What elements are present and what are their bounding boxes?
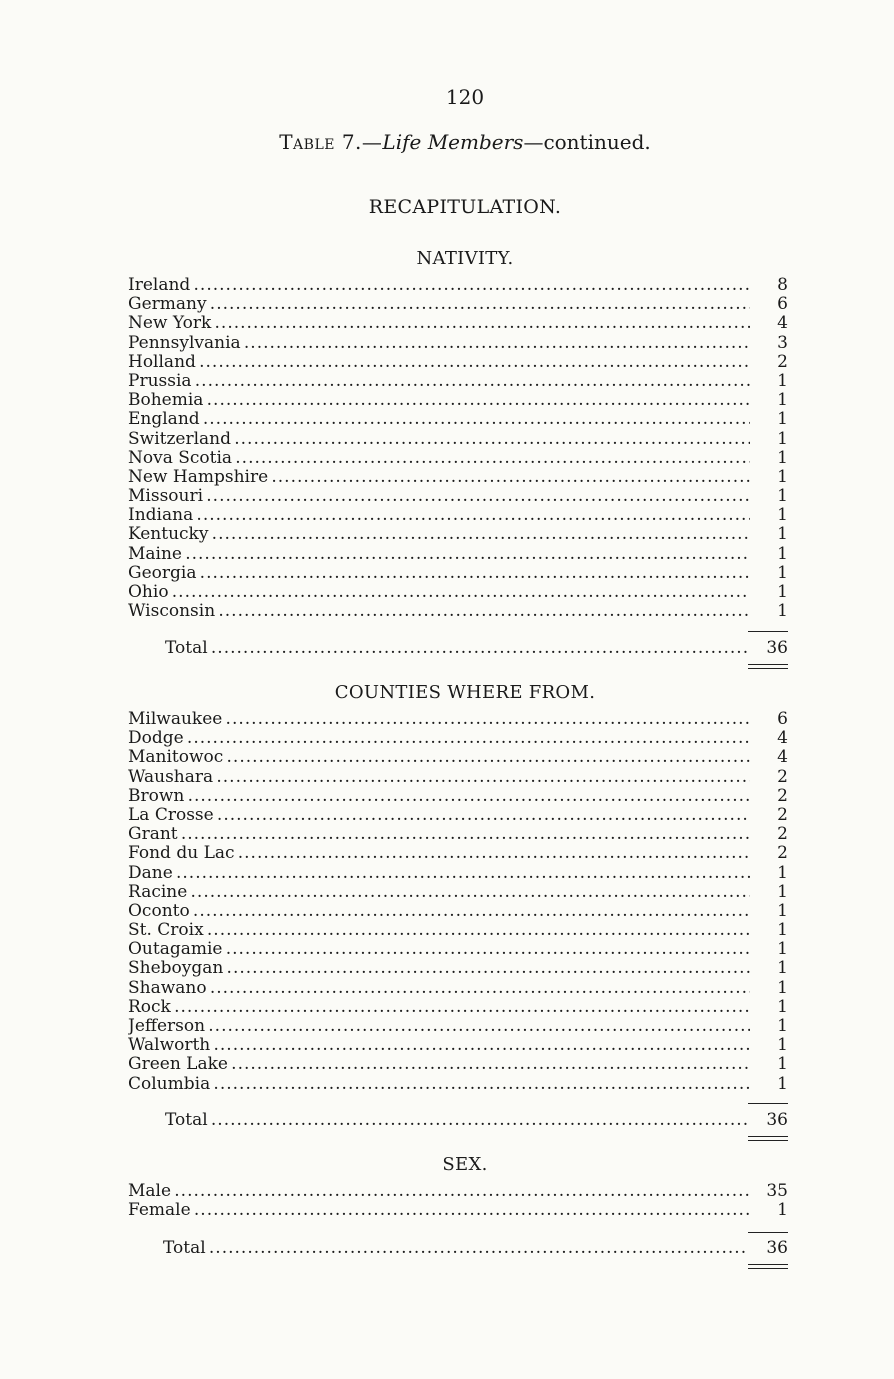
row-label: Ireland . . . [128,276,750,295]
row-label: Indiana . . . [128,506,750,525]
counties-total-row [165,1110,794,1130]
counties-total-rule [748,1103,788,1104]
table-row [128,525,794,544]
sex-total-label: Total . . . [163,1238,748,1258]
row-value: 1 [777,562,788,583]
row-value: 1 [777,505,788,526]
table-row [128,844,794,863]
sex-total-row [163,1238,794,1258]
row-label: Bohemia . . . [128,391,750,410]
table-title-suffix: —continued. [523,130,651,154]
row-label: Ohio . . . [128,583,750,602]
row-label: Wisconsin . . . [128,602,750,621]
row-value: 1 [777,390,788,411]
row-value: 1 [777,958,788,979]
nativity-heading: NATIVITY. [416,248,514,269]
row-value: 4 [777,313,788,334]
row-value: 1 [777,524,788,545]
nativity-list [128,276,794,621]
row-label: Jefferson . . . [128,1017,750,1036]
table-row [128,468,794,487]
row-label: Georgia . . . [128,564,750,583]
row-label: Male . . . [128,1182,750,1201]
table-row [128,583,794,602]
nativity-total-row [165,638,794,658]
table-row [128,545,794,564]
row-label: Germany . . . [128,295,750,314]
table-row [128,959,794,978]
row-value: 1 [777,370,788,391]
row-label: Outagamie . . . [128,940,750,959]
row-label: Columbia . . . [128,1075,750,1094]
table-row [128,806,794,825]
row-value: 1 [777,977,788,998]
row-label: Waushara . . . [128,768,750,787]
row-label: Milwaukee . . . [128,710,750,729]
table-row [128,1075,794,1094]
counties-total-label: Total . . . [165,1110,750,1130]
row-label: St. Croix . . . [128,921,750,940]
counties-heading: COUNTIES WHERE FROM. [334,682,596,703]
row-value: 1 [777,409,788,430]
table-row [128,1017,794,1036]
table-row [128,564,794,583]
table-row [128,998,794,1017]
table-row [128,1036,794,1055]
table-row [128,353,794,372]
row-label: England . . . [128,410,750,429]
row-label: Maine . . . [128,545,750,564]
table-title [0,130,894,154]
table-title-italic: Life Members [382,130,524,154]
row-label: Switzerland . . . [128,430,750,449]
row-label: La Crosse . . . [128,806,750,825]
row-value: 4 [777,747,788,768]
row-value: 3 [777,332,788,353]
table-row [128,1201,794,1220]
row-label: Rock . . . [128,998,750,1017]
page-number: 120 [445,85,485,109]
row-label: Missouri . . . [128,487,750,506]
row-label: Nova Scotia . . . [128,449,750,468]
row-value: 1 [777,1035,788,1056]
row-label: Pennsylvania . . . [128,334,750,353]
table-row [128,391,794,410]
table-row [128,1055,794,1074]
row-value: 2 [777,766,788,787]
nativity-total-rule [748,631,788,632]
row-value: 4 [777,728,788,749]
row-value: 35 [766,1181,788,1201]
row-value: 1 [777,920,788,941]
row-label: Holland . . . [128,353,750,372]
row-value: 1 [777,996,788,1017]
row-label: Brown . . . [128,787,750,806]
table-row [128,1182,794,1201]
table-row [128,372,794,391]
table-row [128,449,794,468]
row-value: 1 [777,881,788,902]
sex-heading: SEX. [442,1154,488,1175]
row-label: Dodge . . . [128,729,750,748]
sex-total-value: 36 [766,1238,788,1258]
table-row [128,295,794,314]
table-row [128,825,794,844]
sex-total-rule [748,1232,788,1233]
row-label: Manitowoc . . . [128,748,750,767]
row-label: Fond du Lac . . . [128,844,750,863]
table-row [128,334,794,353]
row-value: 1 [777,582,788,602]
row-value: 1 [777,1054,788,1075]
table-row [128,921,794,940]
nativity-total-double-rule [748,664,788,669]
table-row [128,602,794,621]
table-row [128,902,794,921]
row-label: Shawano . . . [128,979,750,998]
row-label: Walworth . . . [128,1036,750,1055]
sex-total-double-rule [748,1264,788,1269]
table-row [128,276,794,295]
table-row [128,979,794,998]
row-value: 1 [777,939,788,960]
row-value: 1 [777,1200,788,1221]
sex-list [128,1182,794,1220]
row-label: Kentucky . . . [128,525,750,544]
table-row [128,940,794,959]
row-label: Racine . . . [128,883,750,902]
table-row [128,768,794,787]
main-heading: RECAPITULATION. [368,196,562,218]
row-value: 1 [777,1016,788,1036]
row-value: 1 [777,447,788,468]
table-row [128,487,794,506]
row-label: New Hampshire . . . [128,468,750,487]
row-value: 1 [777,601,788,622]
row-label: Female . . . [128,1201,750,1220]
table-title-prefix: Table 7.— [279,130,383,154]
row-value: 1 [777,900,788,921]
row-value: 1 [777,428,788,449]
row-value: 1 [777,486,788,507]
row-label: Grant . . . [128,825,750,844]
row-value: 2 [777,843,788,864]
counties-total-value: 36 [766,1110,788,1130]
row-value: 6 [777,709,788,729]
table-row [128,748,794,767]
row-value: 1 [777,466,788,487]
row-label: Dane . . . [128,864,750,883]
table-row [128,314,794,333]
row-value: 1 [777,862,788,883]
row-value: 8 [777,275,788,295]
table-row [128,787,794,806]
table-row [128,864,794,883]
nativity-total-value: 36 [766,638,788,658]
table-row [128,430,794,449]
row-label: Prussia . . . [128,372,750,391]
row-label: Sheboygan . . . [128,959,750,978]
nativity-total-label: Total . . . [165,638,750,658]
row-label: Green Lake . . . [128,1055,750,1074]
row-value: 2 [777,785,788,806]
table-row [128,710,794,729]
counties-total-double-rule [748,1136,788,1141]
row-value: 2 [777,824,788,845]
table-row [128,410,794,429]
row-value: 1 [777,543,788,564]
counties-list [128,710,794,1094]
row-value: 1 [777,1073,788,1094]
table-row [128,729,794,748]
row-label: New York . . . [128,314,750,333]
row-value: 2 [777,351,788,372]
table-row [128,883,794,902]
row-label: Oconto . . . [128,902,750,921]
row-value: 6 [777,294,788,315]
row-value: 2 [777,804,788,825]
table-row [128,506,794,525]
